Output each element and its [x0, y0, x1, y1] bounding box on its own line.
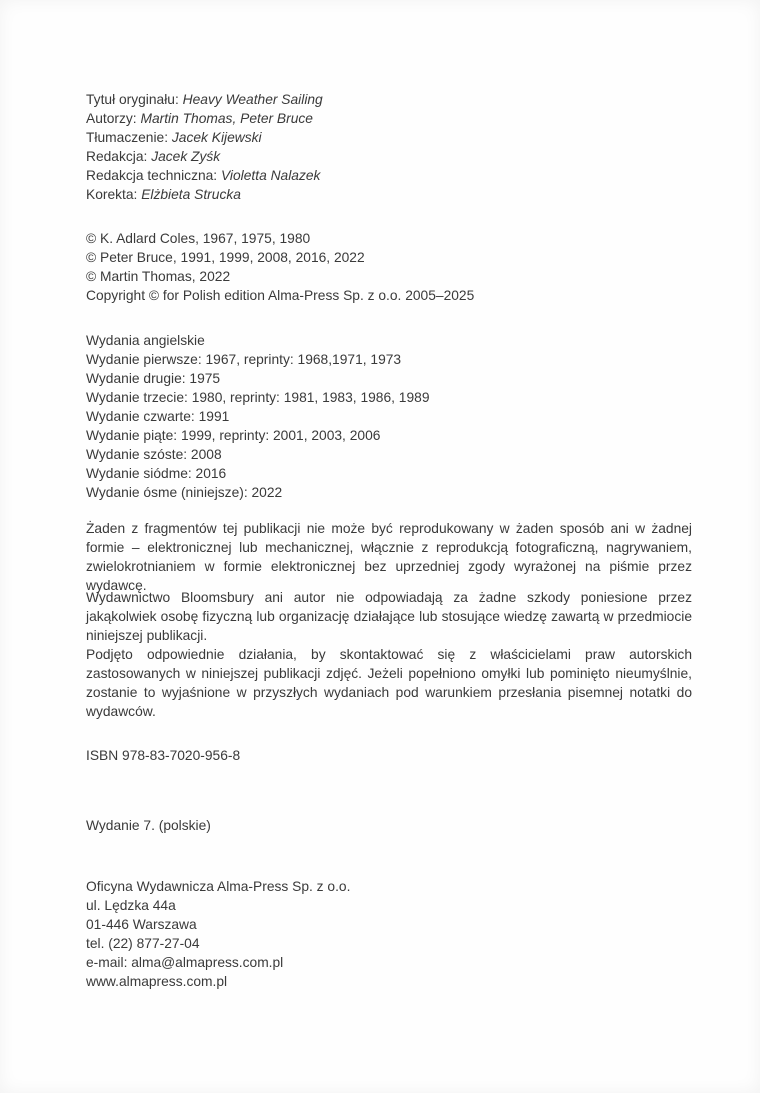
credit-line-value: Elżbieta Strucka — [141, 187, 241, 202]
credits-block — [86, 90, 692, 204]
legal-paragraph-liability: Wydawnictwo Bloomsbury ani autor nie odpowiadają za żadne szkody poniesione przez jakąkolwiek osobę fizyczną lub organizację działające lub stosujące wiedzę zawartą w przedmiocie niniejszej publikacji. — [86, 590, 692, 643]
credit-line — [86, 185, 692, 204]
credit-line-label: Autorzy: — [86, 111, 141, 126]
editions-heading: Wydania angielskie — [86, 333, 205, 348]
publisher-line: Oficyna Wydawnicza Alma-Press Sp. z o.o. — [86, 879, 351, 894]
edition-line: Wydanie drugie: 1975 — [86, 371, 221, 386]
edition-line: Wydanie pierwsze: 1967, reprinty: 1968,1971, 1973 — [86, 352, 402, 367]
credit-line — [86, 109, 692, 128]
credit-line — [86, 166, 692, 185]
publisher-line: tel. (22) 877-27-04 — [86, 936, 200, 951]
edition-line: Wydanie piąte: 1999, reprinty: 2001, 2003, 2006 — [86, 428, 381, 443]
credit-line-label: Tytuł oryginału: — [86, 92, 183, 107]
edition-line: Wydanie szóste: 2008 — [86, 447, 222, 462]
copyright-line: © K. Adlard Coles, 1967, 1975, 1980 — [86, 231, 311, 246]
edition-note: Wydanie 7. (polskie) — [86, 818, 211, 833]
credit-line-label: Redakcja techniczna: — [86, 168, 221, 183]
edition-line: Wydanie siódme: 2016 — [86, 466, 227, 481]
edition-line: Wydanie trzecie: 1980, reprinty: 1981, 1983, 1986, 1989 — [86, 390, 430, 405]
credit-line-value: Jacek Zyśk — [151, 149, 221, 164]
credit-line-value: Violetta Nalazek — [220, 168, 321, 183]
isbn-line: ISBN 978-83-7020-956-8 — [86, 748, 241, 763]
copyright-block — [86, 229, 692, 305]
publisher-line: www.almapress.com.pl — [86, 974, 228, 989]
copyright-line: © Peter Bruce, 1991, 1999, 2008, 2016, 2022 — [86, 250, 365, 265]
copyright-line: Copyright © for Polish edition Alma-Press Sp. z o.o. 2005–2025 — [86, 288, 475, 303]
legal-paragraph-photo-credits: Podjęto odpowiednie działania, by skontaktować się z właścicielami praw autorskich zastosowanych w niniejszej publikacji zdjęć. Jeżeli popełniono omyłki lub pominięto nieumyślnie, zostanie to wyjaśnione w przyszłych wydaniach pod warunkiem przesłania pisemnej notatki do wydawców. — [86, 647, 692, 719]
credit-line-label: Redakcja: — [86, 149, 152, 164]
editions-block — [86, 331, 692, 502]
credit-line-value: Jacek Kijewski — [171, 130, 262, 145]
credit-line — [86, 147, 692, 166]
credit-line — [86, 128, 692, 147]
edition-line: Wydanie ósme (niniejsze): 2022 — [86, 485, 283, 500]
credit-line-label: Tłumaczenie: — [86, 130, 172, 145]
credit-line — [86, 90, 692, 109]
credit-line-label: Korekta: — [86, 187, 142, 202]
editions-list — [86, 350, 692, 502]
credit-line-value: Martin Thomas, Peter Bruce — [140, 111, 313, 126]
publisher-block — [86, 877, 692, 991]
publisher-line: e-mail: alma@almapress.com.pl — [86, 955, 284, 970]
credit-line-value: Heavy Weather Sailing — [182, 92, 323, 107]
publisher-line: 01-446 Warszawa — [86, 917, 197, 932]
publisher-line: ul. Lędzka 44a — [86, 898, 176, 913]
copyright-line: © Martin Thomas, 2022 — [86, 269, 231, 284]
legal-paragraph-reproduction: Żaden z fragmentów tej publikacji nie może być reprodukowany w żaden sposób ani w żadnej formie – elektronicznej lub mechanicznej, włącznie z reprodukcją fotograficzną, nagrywaniem, zwielokrotnianiem w formie elektronicznej bez uprzedniej zgody wyrażonej na piśmie przez wydawcę. — [86, 521, 692, 593]
edition-line: Wydanie czwarte: 1991 — [86, 409, 230, 424]
